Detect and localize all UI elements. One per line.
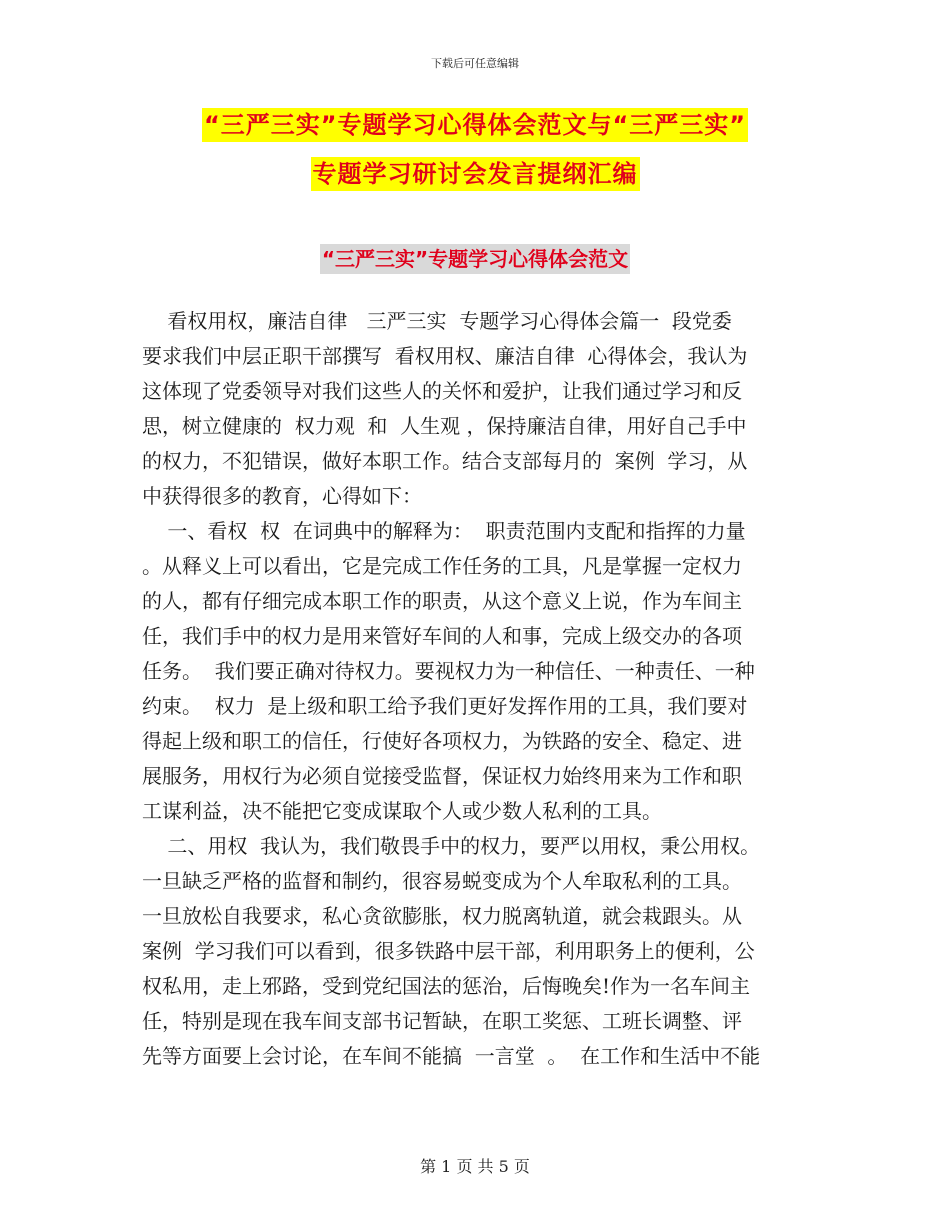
paragraph-line: 任务。 我们要正确对待权力。要视权力为一种信任、一种责任、一种 [142, 659, 755, 683]
page-header: 下载后可任意编辑 [431, 57, 519, 70]
paragraph-line: 约束。 权力 是上级和职工给予我们更好发挥作用的工具，我们要对 [142, 694, 748, 718]
paragraph-line: 一旦放松自我要求，私心贪欲膨胀，权力脱离轨道，就会栽跟头。从 [142, 904, 742, 928]
paragraph-line: 得起上级和职工的信任，行使好各项权力，为铁路的安全、稳定、进 [142, 729, 742, 753]
section-subtitle [0, 244, 950, 274]
paragraph-line: 中获得很多的教育，心得如下： [142, 484, 422, 508]
paragraph-line: 二、用权 我认为，我们敬畏手中的权力，要严以用权，秉公用权。 [142, 834, 761, 858]
document-title [0, 108, 950, 191]
paragraph-line: 思，树立健康的 权力观 和 人生观 ，保持廉洁自律，用好自己手中 [142, 414, 747, 438]
paragraph-line: 一旦缺乏严格的监督和制约，很容易蜕变成为个人牟取私利的工具。 [142, 869, 742, 893]
paragraph-line: 的权力，不犯错误，做好本职工作。结合支部每月的 案例 学习，从 [142, 449, 748, 473]
title-line-1: “三严三实”专题学习心得体会范文与“三严三实” [202, 108, 748, 142]
paragraph-line: 任，我们手中的权力是用来管好车间的人和事，完成上级交办的各项 [142, 624, 742, 648]
paragraph-line: 的人，都有仔细完成本职工作的职责，从这个意义上说，作为车间主 [142, 589, 742, 613]
paragraph-line: 。从释义上可以看出，它是完成工作任务的工具，凡是掌握一定权力 [142, 554, 742, 578]
paragraph [142, 514, 832, 829]
paragraph-line: 展服务，用权行为必须自觉接受监督，保证权力始终用来为工作和职 [142, 764, 742, 788]
paragraph-line: 要求我们中层正职干部撰写 看权用权、廉洁自律 心得体会，我认为 [142, 344, 748, 368]
paragraph [142, 304, 832, 514]
paragraph-line: 看权用权，廉洁自律 三严三实 专题学习心得体会篇一 段党委 [142, 309, 732, 333]
page-footer: 第 1 页 共 5 页 [420, 1157, 530, 1176]
subtitle-text: “三严三实”专题学习心得体会范文 [320, 244, 630, 274]
paragraph-line: 一、看权 权 在词典中的解释为： 职责范围内支配和指挥的力量 [142, 519, 746, 543]
title-line-2: 专题学习研讨会发言提纲汇编 [311, 157, 640, 191]
paragraph-line: 先等方面要上会讨论，在车间不能搞 一言堂 。 在工作和生活中不能 [142, 1044, 761, 1068]
body-text [142, 304, 832, 1074]
paragraph-line: 这体现了党委领导对我们这些人的关怀和爱护，让我们通过学习和反 [142, 379, 742, 403]
paragraph [142, 829, 832, 1074]
paragraph-line: 工谋利益，决不能把它变成谋取个人或少数人私利的工具。 [142, 799, 662, 823]
paragraph-line: 任，特别是现在我车间支部书记暂缺，在职工奖惩、工班长调整、评 [142, 1009, 742, 1033]
paragraph-line: 权私用，走上邪路，受到党纪国法的惩治，后悔晚矣!作为一名车间主 [142, 974, 751, 998]
paragraph-line: 案例 学习我们可以看到，很多铁路中层干部，利用职务上的便利，公 [142, 939, 755, 963]
